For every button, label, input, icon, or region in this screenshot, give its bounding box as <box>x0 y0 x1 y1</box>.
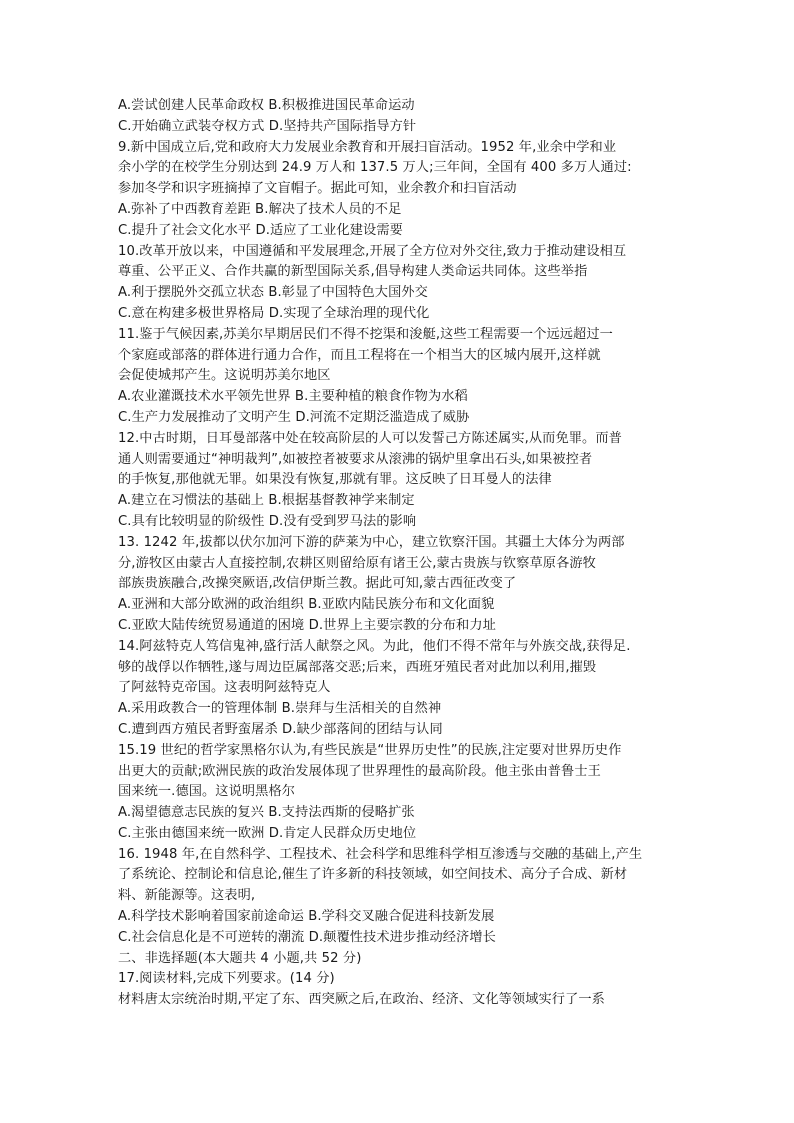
option-line: C.社会信息化是不可逆转的潮流 D.颠覆性技术进步推动经济增长 <box>118 929 496 945</box>
question-16-stem: 料、新能源等。这表明, <box>118 888 256 904</box>
question-11-stem: 会促使城邦产生。这说明苏美尔地区 <box>118 368 331 384</box>
option-line: A.尝试创建人民革命政权 B.积极推进国民革命运动 <box>118 98 415 113</box>
option-line: A.弥补了中西教育差距 B.解决了技术人员的不足 <box>118 201 402 217</box>
question-16-stem: 16. 1948 年,在自然科学、工程技术、社会科学和思维科学相互渗透与交融的基础上,产生 <box>118 846 643 862</box>
question-13-stem: 部族贵族融合,改操突厥语,改信伊斯兰教。据此可知,蒙古西征改变了 <box>118 576 517 592</box>
option-line: A.利于摆脱外交孤立状态 B.彰显了中国特色大国外交 <box>118 285 428 301</box>
option-line: C.具有比较明显的阶级性 D.没有受到罗马法的影响 <box>118 513 417 529</box>
question-15-stem: 15.19 世纪的哲学家黑格尔认为,有些民族是“世界历史性”的民族,注定要对世界历史作 <box>118 742 622 758</box>
question-14-stem: 了阿兹特克帝国。这表明阿兹特克人 <box>118 680 331 696</box>
option-line: C.亚欧大陆传统贸易通道的困境 D.世界上主要宗教的分布和力址 <box>118 617 496 633</box>
option-line: A.建立在习惯法的基础上 B.根据基督教神学来制定 <box>118 493 415 509</box>
option-line: C.生产力发展推动了文明产生 D.河流不定期泛滥造成了威胁 <box>118 409 470 425</box>
question-13-stem: 13. 1242 年,拔都以伏尔加河下游的萨莱为中心，建立钦察汗国。其疆土大体分为两部 <box>118 534 625 550</box>
question-12-stem: 12.中古时期，日耳曼部落中处在较高阶层的人可以发誓己方陈述属实,从而免罪。而普 <box>118 430 622 446</box>
question-15-stem: 出更大的贡献;欧洲民族的政治发展体现了世界理性的最高阶段。他主张由普鲁士王 <box>118 763 601 779</box>
question-13-stem: 分,游牧区由蒙古人直接控制,农耕区则留给原有诸王公,蒙古贵族与钦察草原各游牧 <box>118 555 596 571</box>
option-line: A.农业灌溉技术水平领先世界 B.主要种植的粮食作物为水稻 <box>118 389 468 405</box>
section-heading: 二、非选择题(本大题共 4 小题,共 52 分) <box>118 950 362 966</box>
question-15-stem: 国来统一.德国。这说明黑格尔 <box>118 784 296 800</box>
question-11-stem: 11.鉴于气候因素,苏美尔早期居民们不得不挖渠和浚艇,这些工程需要一个远远超过一 <box>118 326 613 342</box>
question-16-stem: 了系统论、控制论和信息论,催生了许多新的科技领域，如空间技术、高分子合成、新材 <box>118 867 628 883</box>
question-14-stem: 14.阿兹特克人笃信鬼神,盛行活人献祭之风。为此，他们不得不常年与外族交战,获得足. <box>118 638 631 654</box>
option-line: C.主张由德国来统一欧洲 D.肯定人民群众历史地位 <box>118 825 417 841</box>
option-line: C.遭到西方殖民者野蛮屠杀 D.缺少部落间的团结与认同 <box>118 721 443 737</box>
question-9-stem: 余小学的在校学生分别达到 24.9 万人和 137.5 万人;三年间，全国有 400 多万人通过: <box>118 160 632 176</box>
question-17-stem: 17.阅读材料,完成下列要求。(14 分) <box>118 971 335 987</box>
option-line: A.科学技术影响着国家前途命运 B.学科交叉融合促进科技新发展 <box>118 909 495 925</box>
question-17-material: 材料唐太宗统治时期,平定了东、西突厥之后,在政治、经济、文化等领域实行了一系 <box>118 992 605 1008</box>
exam-page <box>118 96 658 1011</box>
question-9-stem: 9.新中国成立后,党和政府大力发展业余教育和开展扫盲活动。1952 年,业余中学和业 <box>118 139 617 155</box>
option-line: C.提升了社会文化水平 D.适应了工业化建设需要 <box>118 222 403 238</box>
question-10-stem: 尊重、公平正义、合作共赢的新型国际关系,倡导构建人类命运共同体。这些举指 <box>118 264 588 280</box>
question-12-stem: 通人则需要通过“神明裁判”,如被控者被要求从滚沸的锅炉里拿出石头,如果被控者 <box>118 451 593 467</box>
question-11-stem: 个家庭或部落的群体进行通力合作，而且工程将在一个相当大的区城内展开,这样就 <box>118 347 601 363</box>
option-line: A.渴望德意志民族的复兴 B.支持法西斯的侵略扩张 <box>118 805 415 821</box>
option-line: C.意在构建多极世界格局 D.实现了全球治理的现代化 <box>118 305 430 321</box>
option-line: A.采用政教合一的管理体制 B.崇拜与生活相关的自然神 <box>118 701 442 717</box>
option-line: A.亚洲和大部分欧洲的政治组织 B.亚欧内陆民族分布和文化面貌 <box>118 597 495 613</box>
question-14-stem: 够的战俘以作牺牲,遂与周边臣属部落交恶;后来，西班牙殖民者对此加以利用,摧毁 <box>118 659 597 675</box>
question-10-stem: 10.改革开放以来，中国遵循和平发展理念,开展了全方位对外交往,致力于推动建设相互 <box>118 243 627 259</box>
question-9-stem: 参加冬学和识字班摘掉了文盲帽子。据此可知，业余教介和扫盲活动 <box>118 181 517 197</box>
option-line: C.开始确立武装夺权方式 D.坚持共产国际指导方针 <box>118 118 417 134</box>
question-12-stem: 的手恢复,那他就无罪。如果没有恢复,那就有罪。这反映了日耳曼人的法律 <box>118 472 552 488</box>
